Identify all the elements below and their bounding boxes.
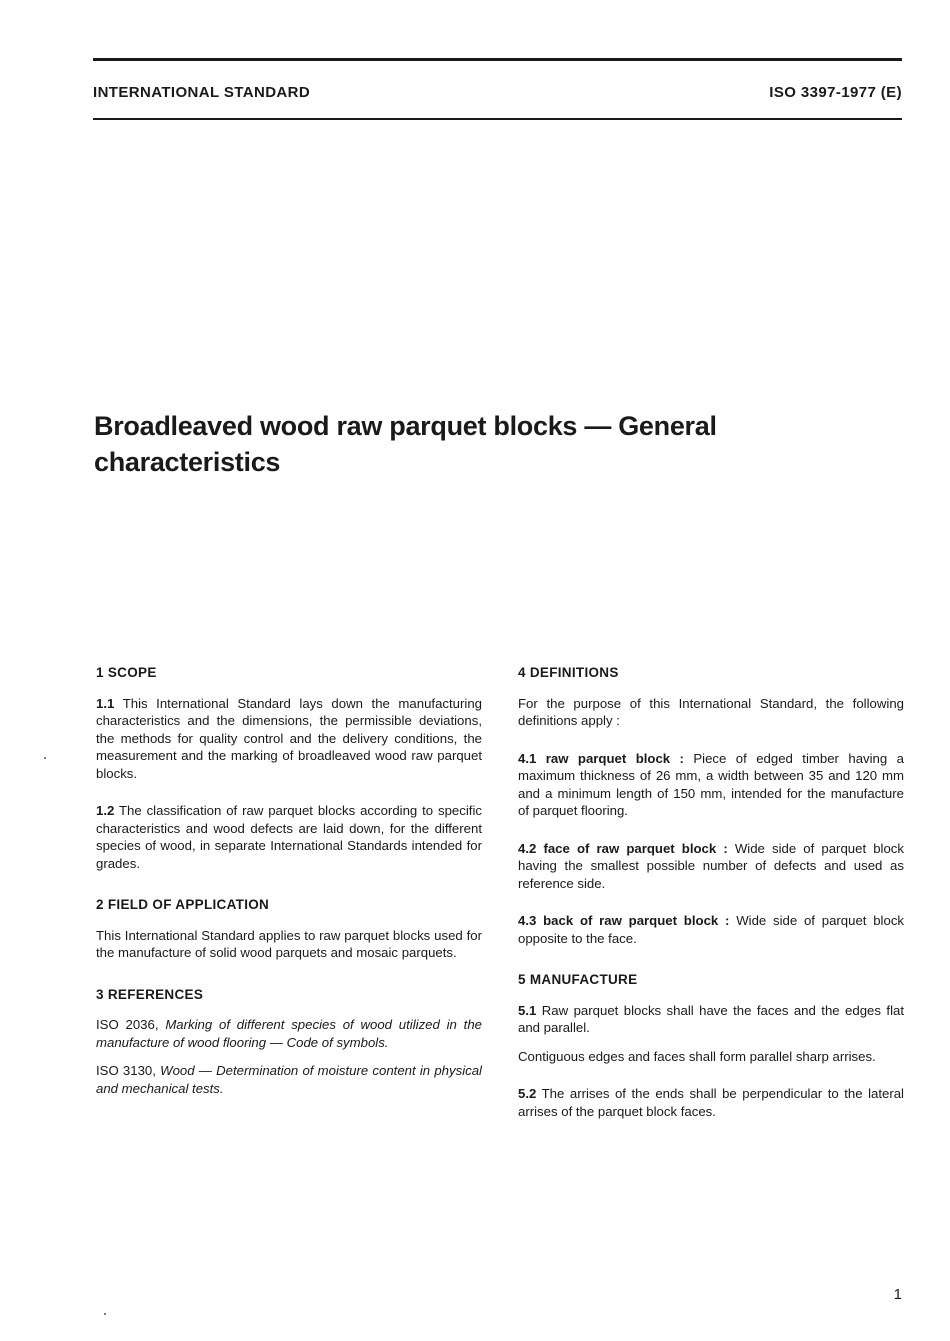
clause-number: 5.1 [518,1002,537,1018]
clause-number: 4.2 [518,840,537,856]
reference-iso-3130 [96,1062,482,1097]
header-bottom-rule [93,118,902,120]
clause-1-2 [96,802,482,872]
defined-term: raw parquet block : [545,750,684,766]
title-line-2: characteristics [94,447,281,477]
clause-1-1 [96,695,482,783]
clause-text: The arrises of the ends shall be perpendicular to the lateral arrises of the parquet block faces. [518,1086,904,1119]
title-line-1: Broadleaved wood raw parquet blocks — General [94,411,717,441]
definition-text: Wide side of parquet block opposite to the face. [518,913,905,946]
scan-speck [44,757,46,759]
left-column [96,664,482,1108]
clause-text: Raw parquet blocks shall have the faces and the edges flat and parallel. [518,1002,904,1035]
section-scope-heading: 1 SCOPE [96,665,157,680]
section-references-heading: 3 REFERENCES [96,986,204,1002]
right-column [518,664,904,1131]
page-number: 1 [893,1286,902,1303]
section-manufacture-heading: 5 MANUFACTURE [518,972,638,987]
definition-4-2 [518,840,904,893]
document-title [94,408,854,480]
clause-2: This International Standard applies to raw parquet blocks used for the manufacture of solid wood parquets and mosaic parquets. [96,927,482,960]
section-field-heading: 2 FIELD OF APPLICATION [96,897,270,912]
defined-term: back of raw parquet block : [543,913,730,928]
clause-number: 1.1 [96,695,115,711]
standard-number: ISO 3397-1977 (E) [769,84,902,101]
clause-5-1-continued: Contiguous edges and faces shall form parallel sharp arrises. [518,1048,876,1064]
section-definitions-heading: 4 DEFINITIONS [518,665,619,680]
clause-number: 4.3 [518,913,537,928]
reference-iso-2036 [96,1016,482,1051]
clause-5-2 [518,1085,904,1120]
reference-title: Marking of different species of wood utilized in the manufacture of wood flooring — Code of symbols. [96,1017,483,1050]
definition-text: Piece of edged timber having a maximum thickness of 26 mm, a width between 35 and 120 mm and a minimum length of 150 mm, intended for the manufacture of parquet flooring. [518,750,904,818]
reference-code: ISO 2036, [96,1017,159,1032]
clause-text: The classification of raw parquet blocks according to specific characteristics and wood defects are laid down, for the different species of wood, in separate International Standards intended for grades. [96,803,482,871]
document-type-label: INTERNATIONAL STANDARD [93,84,311,101]
reference-code: ISO 3130, [96,1063,156,1078]
definition-4-1 [518,750,904,820]
clause-number: 1.2 [96,803,115,818]
clause-number: 4.1 [518,750,537,766]
scan-speck [104,1313,106,1315]
clause-5-1 [518,1002,904,1037]
header-top-rule [93,58,902,61]
definition-text: Wide side of parquet block having the smallest possible number of defects and used as reference side. [518,840,904,891]
reference-title: Wood — Determination of moisture content in physical and mechanical tests. [96,1063,482,1096]
definitions-intro: For the purpose of this International Standard, the following definitions apply : [518,695,904,728]
defined-term: face of raw parquet block : [543,840,728,856]
definition-4-3 [518,912,904,947]
clause-text: This International Standard lays down the manufacturing characteristics and the dimensions, the permissible deviations, the methods for quality control and the delivery conditions, the measurement and the marking of broadleaved wood raw parquet blocks. [96,695,482,781]
clause-number: 5.2 [518,1086,537,1101]
